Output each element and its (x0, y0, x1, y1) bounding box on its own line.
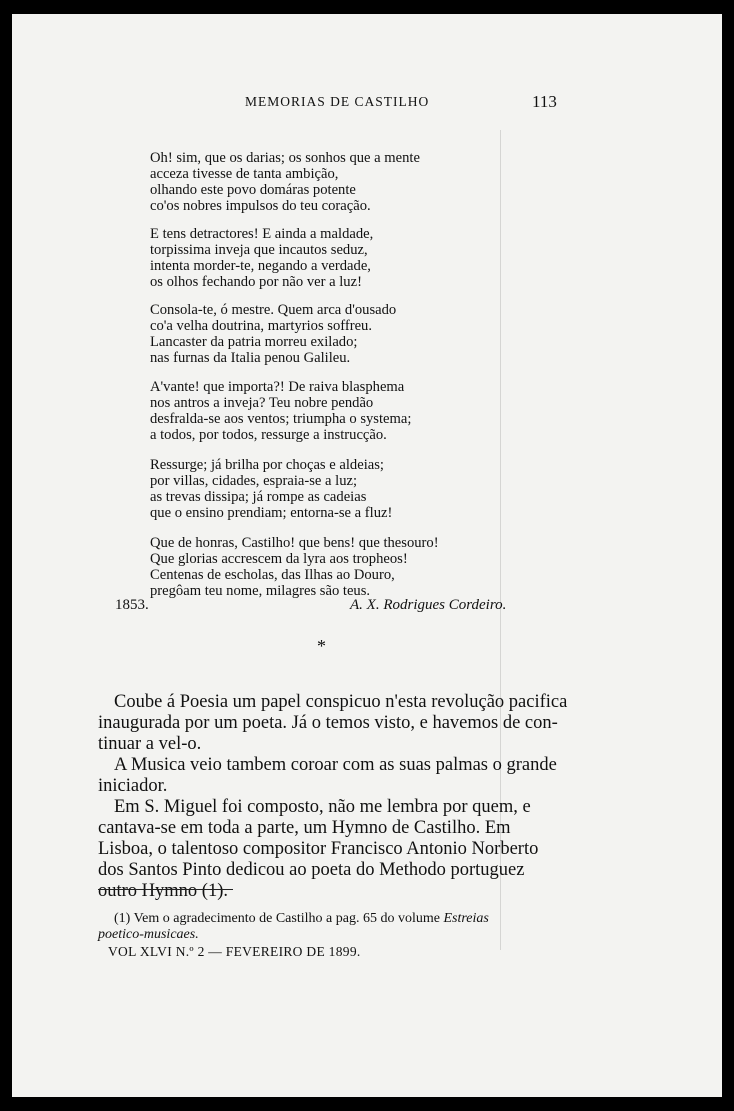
verse-line: acceza tivesse de tanta ambição, (150, 166, 339, 182)
prose-line: tinuar a vel-o. (98, 734, 202, 754)
verse-line: intenta morder-te, negando a verdade, (150, 258, 371, 274)
prose-line: Lisboa, o talentoso compositor Francisco Antonio Norberto (98, 839, 539, 859)
verse-line: Oh! sim, que os darias; os sonhos que a mente (150, 150, 420, 166)
verse-line: E tens detractores! E ainda a maldade, (150, 226, 374, 242)
verse-line: Ressurge; já brilha por choças e aldeias; (150, 457, 384, 473)
footnote-rule (98, 889, 233, 890)
verse-line: Que de honras, Castilho! que bens! que thesouro! (150, 535, 439, 551)
verse-line: que o ensino prendiam; entorna-se a fluz! (150, 505, 393, 521)
stanza (150, 457, 392, 521)
prose-line: A Musica veio tambem coroar com as suas palmas o grande (114, 755, 557, 775)
section-separator: * (317, 636, 326, 656)
signature-line: VOL XLVI N.º 2 — FEVEREIRO DE 1899. (108, 944, 361, 959)
verse-line: co'a velha doutrina, martyrios soffreu. (150, 318, 373, 334)
stanza (150, 379, 411, 443)
prose-line: iniciador. (98, 776, 168, 796)
stanza (150, 226, 373, 290)
verse-line: torpissima inveja que incautos seduz, (150, 242, 368, 258)
poem-year: 1853. (115, 597, 149, 613)
prose-line: cantava-se em toda a parte, um Hymno de Castilho. Em (98, 818, 511, 838)
verse-line: nas furnas da Italia penou Galileu. (150, 350, 351, 366)
verse-line: Lancaster da patria morreu exilado; (150, 334, 358, 350)
verse-line: co'os nobres impulsos do teu coração. (150, 198, 371, 214)
stanza (150, 150, 420, 214)
verse-line: os olhos fechando por não ver a luz! (150, 274, 362, 290)
prose-line: dos Santos Pinto dedicou ao poeta do Methodo portuguez (98, 860, 525, 880)
footnote-title-continued: poetico-musicaes. (98, 927, 199, 942)
verse-line: olhando este povo domáras potente (150, 182, 356, 198)
page-number: 113 (532, 92, 557, 111)
footnote-title: Estreias (443, 911, 489, 926)
verse-line: as trevas dissipa; já rompe as cadeias (150, 489, 367, 505)
verse-line: Centenas de escholas, das Ilhas ao Douro, (150, 567, 395, 583)
prose-line: Em S. Miguel foi composto, não me lembra por quem, e (114, 797, 531, 817)
verse-line: Consola-te, ó mestre. Quem arca d'ousado (150, 302, 397, 318)
prose-line: outro Hymno (1). (98, 881, 228, 901)
stanza (150, 535, 439, 599)
stanza (150, 302, 396, 366)
verse-line: a todos, por todos, ressurge a instrucção. (150, 427, 387, 443)
verse-line: A'vante! que importa?! De raiva blasphema (150, 379, 405, 395)
footnote-text: (1) Vem o agradecimento de Castilho a pag. 65 do volume (114, 911, 444, 926)
prose-line: Coube á Poesia um papel conspicuo n'esta revolução pacifica (114, 692, 568, 712)
running-header: MEMORIAS DE CASTILHO (245, 94, 430, 109)
poem-author: A. X. Rodrigues Cordeiro. (350, 597, 507, 613)
verse-line: pregôam teu nome, milagres são teus. (150, 583, 371, 599)
prose-paragraph (98, 692, 568, 902)
verse-line: nos antros a inveja? Teu nobre pendão (150, 395, 374, 411)
verse-line: Que glorias accrescem da lyra aos tropheos! (150, 551, 408, 567)
prose-line: inaugurada por um poeta. Já o temos visto, e havemos de con- (98, 713, 558, 733)
footnote (98, 911, 489, 943)
verse-line: por villas, cidades, espraia-se a luz; (150, 473, 358, 489)
verse-line: desfralda-se aos ventos; triumpha o systema; (150, 411, 412, 427)
